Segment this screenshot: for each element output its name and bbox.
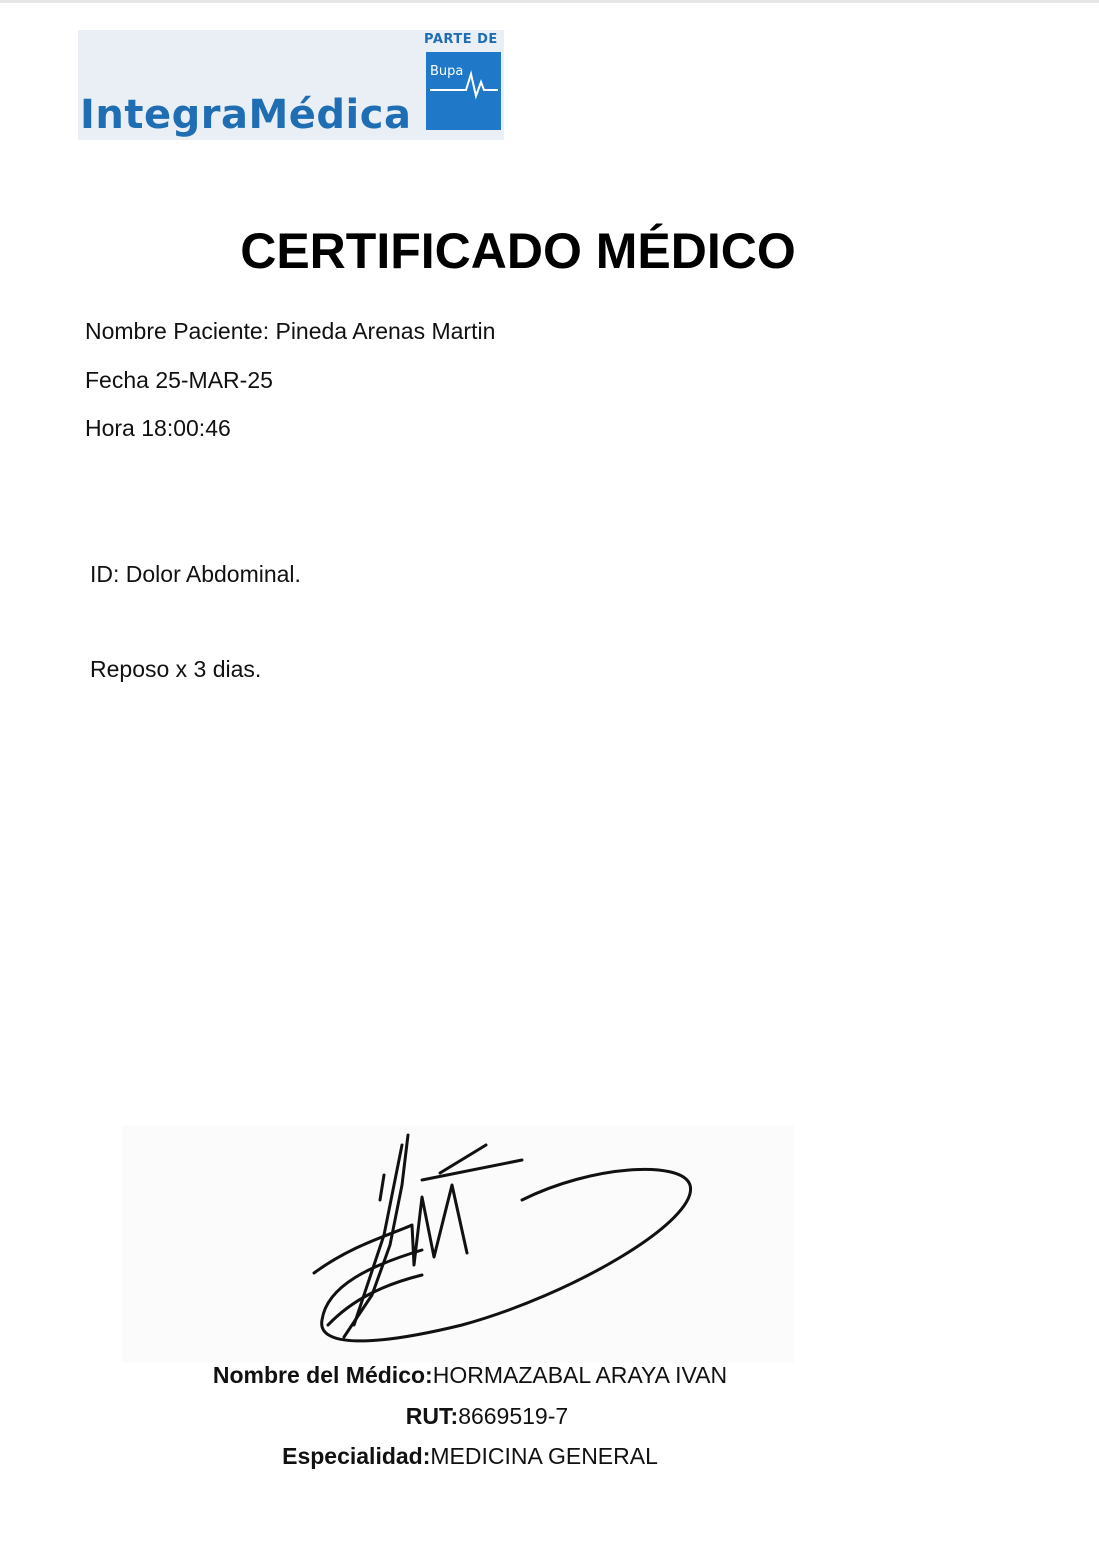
doctor-rut-value: 8669519-7 [458,1403,569,1429]
doctor-specialty-label: Especialidad: [282,1443,431,1469]
heartbeat-icon [426,52,501,130]
diagnosis: ID: Dolor Abdominal. [90,561,301,587]
rest-indication: Reposo x 3 dias. [90,656,262,682]
certificate-date: Fecha 25-MAR-25 [85,367,273,393]
doctor-specialty-value: MEDICINA GENERAL [430,1443,658,1469]
page-top-edge [0,0,1099,3]
doctor-name-line [0,1362,940,1389]
integramedica-logo [78,30,504,140]
logo-parte-de: PARTE DE [424,32,498,47]
bupa-logo [426,52,501,130]
doctor-name-label: Nombre del Médico: [212,1362,433,1388]
certificate-time: Hora 18:00:46 [85,415,231,441]
doctor-name-value: HORMAZABAL ARAYA IVAN [432,1362,728,1388]
signature-drawing [122,1125,794,1363]
doctor-specialty-line [0,1443,940,1470]
logo-wordmark: IntegraMédica [80,92,412,138]
doctor-rut-label: RUT: [405,1403,459,1429]
doctor-rut-line [0,1403,974,1430]
bupa-wordmark: Bupa [430,64,464,79]
patient-name: Nombre Paciente: Pineda Arenas Martin [85,318,496,344]
doctor-signature [122,1125,794,1363]
page-title: CERTIFICADO MÉDICO [240,223,796,279]
